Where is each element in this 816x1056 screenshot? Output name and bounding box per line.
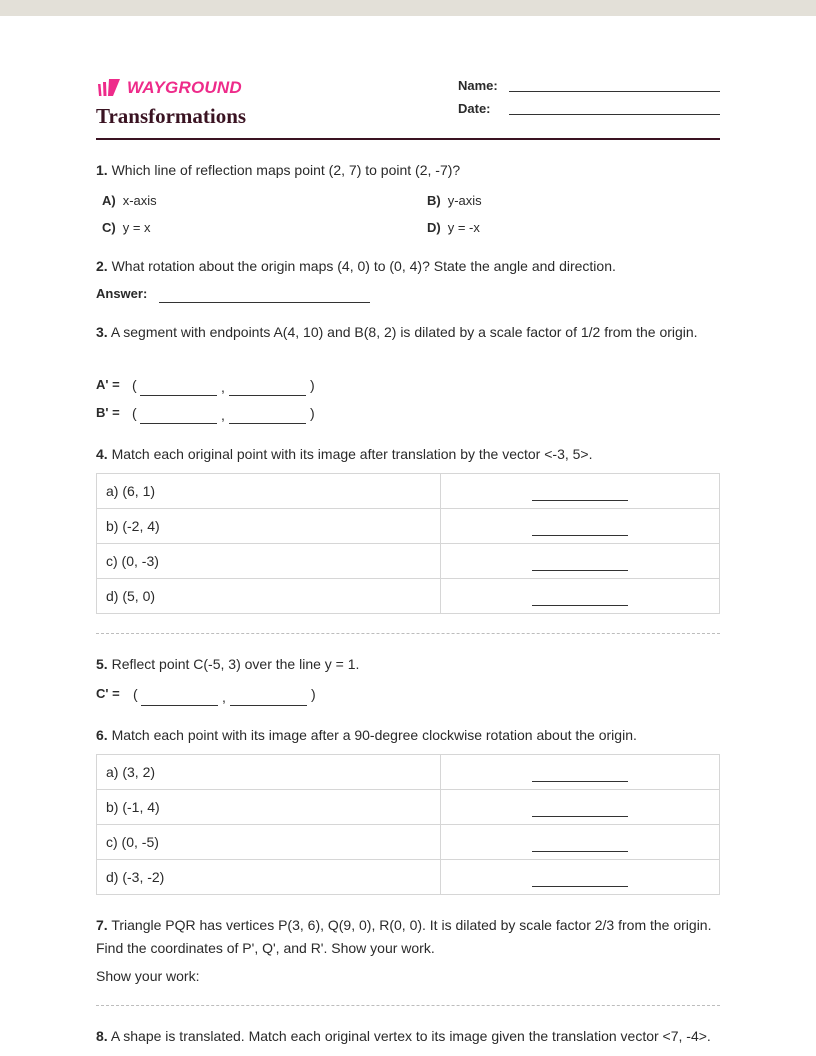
image-cell xyxy=(441,579,720,614)
image-cell xyxy=(441,790,720,825)
b-prime-label: B' = xyxy=(96,405,120,420)
image-cell xyxy=(441,825,720,860)
c-prime-y-field[interactable] xyxy=(230,705,307,706)
section-divider xyxy=(96,1005,720,1006)
original-point: b) (-2, 4) xyxy=(97,509,441,544)
section-divider xyxy=(96,633,720,634)
match-answer-field[interactable] xyxy=(532,851,628,852)
image-cell xyxy=(441,474,720,509)
matching-table-6 xyxy=(96,754,720,895)
original-point: c) (0, -5) xyxy=(97,825,441,860)
a-prime-label: A' = xyxy=(96,377,120,392)
table-row xyxy=(97,755,720,790)
original-point: a) (3, 2) xyxy=(97,755,441,790)
original-point: c) (0, -3) xyxy=(97,544,441,579)
question-text: A shape is translated. Match each original vertex to its image given the translation vector <7, -4>. xyxy=(110,1028,711,1044)
close-paren: ) xyxy=(310,377,315,393)
b-prime-y-field[interactable] xyxy=(229,423,306,424)
question-number: 1. xyxy=(96,162,108,178)
b-prime-x-field[interactable] xyxy=(140,423,217,424)
comma: , xyxy=(221,407,225,423)
question-number: 8. xyxy=(96,1028,108,1044)
open-paren: ( xyxy=(133,686,138,702)
question-4 xyxy=(96,443,720,466)
question-text: Match each original point with its image after translation by the vector <-3, 5>. xyxy=(111,446,593,462)
option-text: y-axis xyxy=(447,193,482,208)
comma: , xyxy=(221,379,225,395)
option-text: x-axis xyxy=(122,193,157,208)
brand-logo xyxy=(96,78,242,98)
c-prime-x-field[interactable] xyxy=(141,705,218,706)
question-number: 7. xyxy=(96,917,108,933)
question-text: Which line of reflection maps point (2, 7) to point (2, -7)? xyxy=(111,162,461,178)
option-letter: B) xyxy=(427,193,441,208)
question-text: Match each point with its image after a 90-degree clockwise rotation about the origin. xyxy=(111,727,637,743)
show-work-label: Show your work: xyxy=(96,968,200,984)
question-6 xyxy=(96,724,720,747)
match-answer-field[interactable] xyxy=(532,570,628,571)
match-answer-field[interactable] xyxy=(532,886,628,887)
question-number: 6. xyxy=(96,727,108,743)
question-number: 2. xyxy=(96,258,108,274)
match-answer-field[interactable] xyxy=(532,500,628,501)
matching-table-4 xyxy=(96,473,720,614)
name-field[interactable] xyxy=(509,91,720,92)
option-text: y = -x xyxy=(447,220,480,235)
answer-field[interactable] xyxy=(159,302,370,303)
date-label: Date: xyxy=(458,101,491,116)
question-text: A segment with endpoints A(4, 10) and B(8, 2) is dilated by a scale factor of 1/2 from the origin. xyxy=(110,324,698,340)
open-paren: ( xyxy=(132,377,137,393)
option-letter: A) xyxy=(102,193,116,208)
image-cell xyxy=(441,509,720,544)
table-row xyxy=(97,474,720,509)
match-answer-field[interactable] xyxy=(532,535,628,536)
image-cell xyxy=(441,755,720,790)
table-row xyxy=(97,825,720,860)
original-point: d) (-3, -2) xyxy=(97,860,441,895)
table-row xyxy=(97,579,720,614)
question-8 xyxy=(96,1025,720,1048)
original-point: b) (-1, 4) xyxy=(97,790,441,825)
question-text: Triangle PQR has vertices P(3, 6), Q(9, 0), R(0, 0). It is dilated by scale factor 2/3 from the origin. Find the coordinates of P', Q', and R'. Show your work. xyxy=(96,917,712,956)
table-row xyxy=(97,544,720,579)
answer-label: Answer: xyxy=(96,286,148,301)
c-prime-label: C' = xyxy=(96,686,120,701)
question-text: What rotation about the origin maps (4, 0) to (0, 4)? State the angle and direction. xyxy=(111,258,616,274)
question-1 xyxy=(96,159,720,182)
question-5 xyxy=(96,653,720,676)
table-row xyxy=(97,860,720,895)
option-d[interactable] xyxy=(427,220,480,235)
name-label: Name: xyxy=(458,78,498,93)
top-bar xyxy=(0,0,816,16)
a-prime-y-field[interactable] xyxy=(229,395,306,396)
question-2 xyxy=(96,255,720,278)
comma: , xyxy=(222,689,226,705)
image-cell xyxy=(441,544,720,579)
option-letter: C) xyxy=(102,220,116,235)
table-row xyxy=(97,509,720,544)
brand-name: WAYGROUND xyxy=(127,78,242,97)
close-paren: ) xyxy=(310,405,315,421)
option-b[interactable] xyxy=(427,193,482,208)
option-letter: D) xyxy=(427,220,441,235)
close-paren: ) xyxy=(311,686,316,702)
option-text: y = x xyxy=(122,220,151,235)
wayground-logo-icon xyxy=(96,79,121,98)
original-point: d) (5, 0) xyxy=(97,579,441,614)
page-title: Transformations xyxy=(96,104,247,128)
question-number: 4. xyxy=(96,446,108,462)
table-row xyxy=(97,790,720,825)
header-divider xyxy=(96,138,720,140)
original-point: a) (6, 1) xyxy=(97,474,441,509)
open-paren: ( xyxy=(132,405,137,421)
option-c[interactable] xyxy=(102,220,151,235)
option-a[interactable] xyxy=(102,193,157,208)
question-number: 5. xyxy=(96,656,108,672)
a-prime-x-field[interactable] xyxy=(140,395,217,396)
question-text: Reflect point C(-5, 3) over the line y = 1. xyxy=(111,656,360,672)
image-cell xyxy=(441,860,720,895)
question-3 xyxy=(96,321,720,344)
question-number: 3. xyxy=(96,324,108,340)
match-answer-field[interactable] xyxy=(532,605,628,606)
match-answer-field[interactable] xyxy=(532,781,628,782)
question-7 xyxy=(96,914,720,960)
match-answer-field[interactable] xyxy=(532,816,628,817)
date-field[interactable] xyxy=(509,114,720,115)
